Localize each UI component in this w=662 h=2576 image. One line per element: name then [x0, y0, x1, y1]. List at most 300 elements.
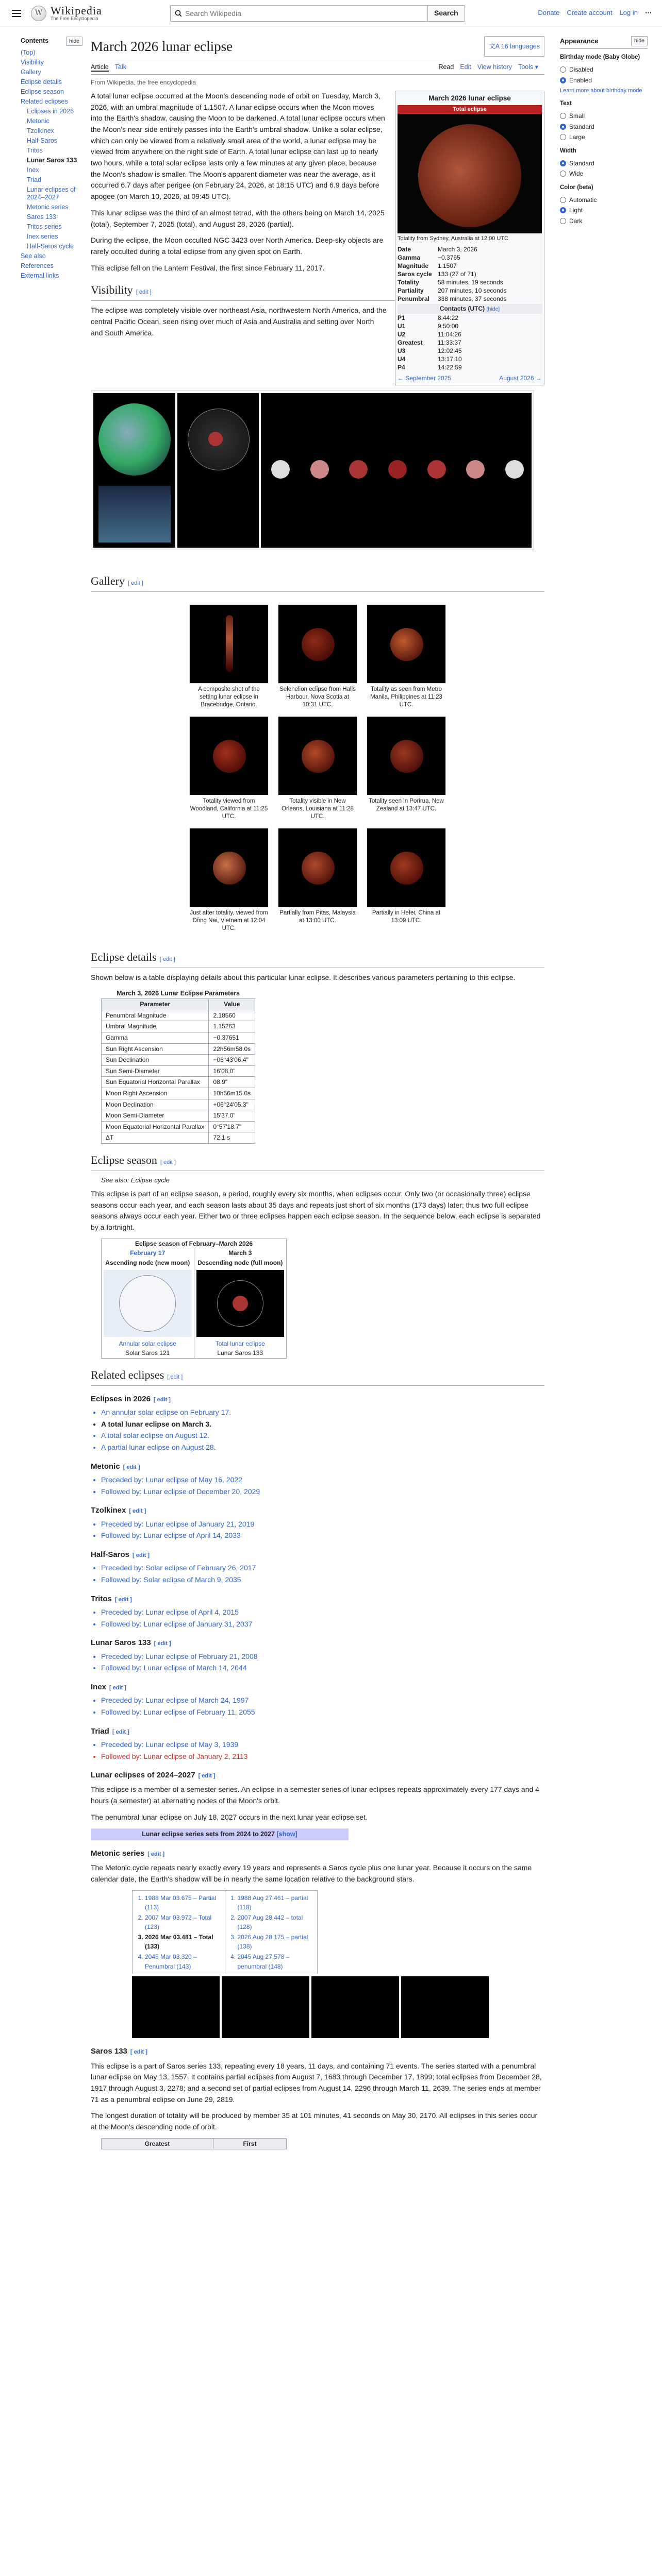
gallery-photo[interactable] — [278, 604, 357, 684]
infobox-banner: Total eclipse — [398, 105, 542, 114]
metonic-item[interactable]: 3. 2026 Mar 03.481 – Total (133) — [145, 1933, 223, 1952]
infobox-row-label: Partiality — [398, 286, 424, 294]
season-cap1a[interactable]: Annular solar eclipse — [119, 1340, 176, 1347]
details-heading: Eclipse details [ edit ] — [91, 950, 544, 968]
parameters-table — [101, 989, 255, 1144]
toc-item[interactable]: See also — [21, 252, 46, 260]
toc-item[interactable]: Lunar eclipses of 2024–2027 — [27, 186, 76, 201]
search-button[interactable]: Search — [427, 5, 465, 22]
metonic-item[interactable]: 2. 2007 Aug 28.442 – total (128) — [238, 1913, 316, 1932]
radio-button[interactable] — [560, 113, 566, 119]
related-eclipse-link[interactable]: • Followed by: Lunar eclipse of March 14, 2044 — [101, 1663, 544, 1674]
language-button[interactable]: 文A 16 languages — [484, 36, 544, 57]
table-row — [102, 1099, 255, 1110]
gallery-heading: Gallery [ edit ] — [91, 574, 544, 592]
related-eclipse-link[interactable]: • Followed by: Lunar eclipse of February 11, 2055 — [101, 1707, 544, 1718]
contact-time: 12:02:45 — [438, 347, 462, 354]
contact-time: 8:44:22 — [438, 314, 459, 321]
contact-label: U3 — [398, 347, 406, 354]
gallery-item[interactable] — [189, 828, 269, 933]
toc-item[interactable]: Half-Saros — [27, 137, 58, 145]
wordmark: Wikipedia — [51, 4, 102, 17]
contact-time: 13:17:10 — [438, 355, 462, 363]
eclipse-sequence-diagram[interactable] — [261, 393, 532, 548]
infobox-row — [398, 262, 542, 270]
parameters-table-title: March 3, 2026 Lunar Eclipse Parameters — [117, 989, 240, 997]
edit-link[interactable]: [ edit ] — [129, 1508, 146, 1515]
user-tool-2[interactable]: Log in — [619, 9, 638, 17]
moon-image — [213, 740, 246, 773]
edit-link[interactable]: [ edit ] — [133, 1552, 150, 1559]
contact-row — [398, 314, 542, 322]
param-name: Sun Right Ascension — [102, 1043, 209, 1055]
toc-item[interactable]: Metonic series — [27, 204, 69, 211]
gallery-item[interactable] — [278, 828, 357, 933]
contact-label: P4 — [398, 363, 405, 371]
moon-image — [226, 615, 233, 672]
param-value: 0°57'18.7" — [209, 1121, 255, 1132]
saros-text2: The longest duration of totality will be produced by member 35 at 101 minutes, 41 seconds on May 30, 2170. All eclipses in this series occur at the Moon's descending node of orbit. — [91, 2111, 538, 2131]
related-group-list — [91, 1563, 544, 1585]
appearance-option[interactable] — [560, 122, 648, 132]
related-group-title: Tritos — [91, 1594, 112, 1603]
param-value: +06°24'05.3" — [209, 1099, 255, 1110]
radio-button[interactable] — [560, 160, 566, 166]
param-value: −06°43'06.4" — [209, 1055, 255, 1066]
eclipses-2026-list — [91, 1407, 544, 1453]
search-box — [170, 5, 428, 22]
toc-item[interactable]: Related eclipses — [21, 98, 68, 106]
table-row — [102, 1077, 255, 1088]
appearance-option[interactable] — [560, 75, 648, 86]
gallery-caption: Partially from Pitas, Malaysia at 13:00 UTC. — [279, 910, 356, 924]
option-label: Standard — [569, 123, 594, 130]
season-col1-date[interactable]: February 17 — [130, 1249, 166, 1257]
metonic-series-heading: Metonic series [ edit ] — [91, 1849, 165, 1858]
gallery-photo[interactable] — [189, 828, 269, 907]
gallery-caption: Totality viewed from Woodland, California at 11:25 UTC. — [190, 798, 268, 820]
param-name: Sun Equatorial Horizontal Parallax — [102, 1077, 209, 1088]
eclipse-2026-item: • A total lunar eclipse on March 3. — [101, 1419, 544, 1430]
contact-label: U4 — [398, 355, 406, 363]
toc-item[interactable]: Tritos — [27, 147, 43, 155]
radio-button[interactable] — [560, 197, 566, 203]
toc-item[interactable]: Visibility — [21, 59, 44, 66]
infobox-title: March 2026 lunar eclipse — [428, 94, 511, 102]
option-label: Standard — [569, 159, 594, 167]
tab-talk[interactable]: Talk — [114, 63, 126, 71]
appearance-option[interactable] — [560, 216, 648, 227]
related-group-heading — [91, 1725, 544, 1737]
gallery-item[interactable] — [367, 716, 446, 821]
table-of-contents — [21, 36, 82, 281]
related-eclipse-link[interactable]: • Followed by: Lunar eclipse of January 2, 2113 — [101, 1751, 544, 1762]
param-value: 15'37.0" — [209, 1110, 255, 1122]
gallery-item[interactable] — [367, 604, 446, 709]
option-label: Dark — [569, 217, 583, 225]
season-cap1b: Solar Saros 121 — [125, 1349, 170, 1357]
metonic-series-text: The Metonic cycle repeats nearly exactly every 19 years and represents a Saros cycle plus one lunar year. Because it occurs on the same calendar date, the Earth's shadow will be in nearly the same location relative to the background stars. — [91, 1863, 532, 1883]
param-name: ΔT — [102, 1132, 209, 1144]
table-row — [102, 1010, 255, 1021]
season-heading: Eclipse season [ edit ] — [91, 1153, 544, 1171]
param-name: Sun Semi-Diameter — [102, 1065, 209, 1077]
infobox-row-value: March 3, 2026 — [438, 245, 477, 253]
infobox-row-label: Totality — [398, 278, 419, 286]
toc-item[interactable]: Eclipse details — [21, 78, 62, 86]
table-row — [102, 1021, 255, 1032]
infobox — [395, 91, 544, 385]
metonic-item[interactable]: 2. 2007 Mar 03.972 – Total (123) — [145, 1913, 223, 1932]
contact-time: 11:33:37 — [438, 338, 461, 346]
appearance-title: Appearance — [560, 37, 599, 45]
option-label: Disabled — [569, 65, 593, 73]
related-eclipse-link[interactable]: • Preceded by: Lunar eclipse of March 24, 1997 — [101, 1695, 544, 1706]
toc-item[interactable]: Inex — [27, 166, 39, 174]
related-group-list — [91, 1651, 544, 1674]
moon-image — [213, 852, 246, 885]
page-title: March 2026 lunar eclipse — [91, 39, 233, 54]
gallery-photo[interactable] — [367, 716, 446, 795]
option-label: Light — [569, 207, 583, 214]
appearance-option[interactable] — [560, 158, 648, 169]
saros-text: This eclipse is a part of Saros series 133, repeating every 18 years, 11 days, and containing 71 events. The series started with a penumbral lunar eclipse on May 13, 1557. It contains partial eclipses from August 7, 1683 through December 17, 1899; total eclipses from December 28, 1917 through August 3, 2278; and a second set of partial eclipses from August 14, 2296 through March 11, 2639. The series ends at member 71 as a penumbral eclipse on June 29, 2819. — [91, 2061, 542, 2104]
metonic-item[interactable]: 1. 1988 Aug 27.461 – partial (118) — [238, 1893, 316, 1912]
gallery-item[interactable] — [189, 716, 269, 821]
radio-button[interactable] — [560, 218, 566, 224]
tab-article[interactable]: Article — [91, 63, 109, 71]
related-group-list — [91, 1695, 544, 1718]
related-group-heading — [91, 1504, 544, 1516]
page-tabs — [91, 62, 544, 75]
related-group-heading — [91, 1593, 544, 1605]
radio-button[interactable] — [560, 77, 566, 83]
appearance-option[interactable] — [560, 64, 648, 75]
gallery-item[interactable] — [189, 604, 269, 709]
gallery-caption: Just after totality, viewed from Đồng Nai, Vietnam at 12:04 UTC. — [190, 910, 268, 932]
radio-button[interactable] — [560, 134, 566, 140]
contact-label: U2 — [398, 330, 406, 338]
edit-link[interactable]: [ edit ] — [114, 1596, 132, 1603]
related-group-heading — [91, 1681, 544, 1693]
radio-button[interactable] — [560, 171, 566, 177]
season-col1-node: Ascending node (new moon) — [105, 1259, 190, 1267]
gallery-item[interactable] — [278, 604, 357, 709]
param-name: Moon Declination — [102, 1099, 209, 1110]
edit-link[interactable]: [ edit ] — [123, 1464, 140, 1470]
appearance-option[interactable] — [560, 111, 648, 122]
contact-row — [398, 322, 542, 330]
eclipse-path-diagram[interactable] — [177, 393, 259, 548]
infobox-row-value: −0.3765 — [438, 253, 460, 261]
metonic-item[interactable]: 3. 2026 Aug 28.175 – partial (138) — [238, 1933, 316, 1952]
contact-row — [398, 355, 542, 363]
toc-item[interactable]: Triad — [27, 176, 42, 184]
infobox-row-value: 207 minutes, 10 seconds — [438, 286, 507, 294]
param-value: 72.1 s — [209, 1132, 255, 1144]
appearance-option[interactable] — [560, 205, 648, 216]
param-value: −0.37651 — [209, 1032, 255, 1044]
table-row — [102, 1088, 255, 1099]
gallery-photo[interactable] — [189, 604, 269, 684]
gallery-photo[interactable] — [367, 828, 446, 907]
related-eclipse-link[interactable]: • Preceded by: Solar eclipse of February 26, 2017 — [101, 1563, 544, 1574]
eclipses-2026-heading: Eclipses in 2026 [ edit ] — [91, 1394, 171, 1403]
search-input[interactable] — [182, 9, 427, 18]
visibility-globe-map[interactable] — [93, 393, 175, 548]
season-col2-node: Descending node (full moon) — [197, 1259, 283, 1267]
toc-item[interactable]: Saros 133 — [27, 213, 56, 221]
edit-link[interactable]: [ edit ] — [112, 1728, 129, 1735]
appearance-panel — [560, 36, 648, 226]
gallery-caption: Totality as seen from Metro Manila, Philippines at 11:23 UTC. — [370, 686, 442, 708]
param-value: 08.9" — [209, 1077, 255, 1088]
gallery-caption: Selenelion eclipse from Halls Harbour, Nova Scotia at 10:31 UTC. — [279, 686, 356, 708]
param-value: 1.15263 — [209, 1021, 255, 1032]
related-eclipse-link[interactable]: • Preceded by: Lunar eclipse of May 16, 2022 — [101, 1475, 544, 1486]
series-text: This eclipse is a member of a semester series. An eclipse in a semester series of lunar eclipses repeats approximately every 177 days and 4 hours (a semester) at alternating nodes of the Moon's orbit. — [91, 1785, 539, 1805]
toc-item[interactable]: Half-Saros cycle — [27, 243, 74, 250]
moon-image — [302, 628, 335, 661]
contacts-title: Contacts (UTC) [hide] — [398, 304, 542, 314]
intro-paragraph: A total lunar eclipse occurred at the Moon's descending node of orbit on Tuesday, March 3, 2026, with an umbral magnitude of 1.1507. A lunar eclipse occurs when the Moon moves into the Earth's shadow, causing the Moon to be darkened. A total lunar eclipse occurs when the Moon's near side entirely passes into the Earth's umbral shadow. Unlike a solar eclipse, which can only be viewed from a relatively small area of the world, a lunar eclipse may be viewed from anywhere on the night side of Earth. A total lunar eclipse can last up to nearly two hours, while a total solar eclipse lasts only a few minutes at any given place, because the Moon's shadow is smaller. The Moon's apparent diameter was near the average, as it occurred 6.7 days after perigee (on February 24, 2026, at 18:15 UTC) and 6.9 days before apogee (on March 10, 2026, at 09:45 UTC). — [91, 91, 385, 201]
table-row — [102, 1110, 255, 1122]
related-group-heading — [91, 1637, 544, 1649]
intro-paragraph: This lunar eclipse was the third of an almost tetrad, with the others being on March 14, 2025 (total), September 7, 2025 (total), and August 28, 2026 (partial). — [91, 208, 385, 228]
related-group-list — [91, 1519, 544, 1541]
infobox-row-value: 58 minutes, 19 seconds — [438, 278, 503, 286]
saros-heading: Saros 133 [ edit ] — [91, 2047, 147, 2056]
radio-button[interactable] — [560, 124, 566, 130]
tab-view-history[interactable]: View history — [477, 63, 512, 71]
metonic-diagrams — [132, 1976, 544, 2038]
edit-link[interactable]: [ edit ] — [154, 1640, 171, 1647]
season-cap2b: Lunar Saros 133 — [217, 1349, 263, 1357]
eclipse-2026-item[interactable]: • A total solar eclipse on August 12. — [101, 1430, 544, 1442]
season-table-title: Eclipse season of February–March 2026 — [135, 1240, 253, 1247]
appearance-option[interactable] — [560, 132, 648, 143]
tab-read[interactable]: Read — [438, 63, 454, 71]
related-eclipse-link[interactable]: • Followed by: Lunar eclipse of January 31, 2037 — [101, 1619, 544, 1630]
infobox-caption: Totality from Sydney, Australia at 12:00 UTC — [398, 235, 508, 242]
infobox-prev[interactable]: ← September 2025 — [398, 374, 452, 382]
related-group-title: Inex — [91, 1682, 107, 1691]
details-text: Shown below is a table displaying details about this particular lunar eclipse. It describes various parameters pertaining to this eclipse. — [91, 973, 516, 982]
appearance-group-title: Color (beta) — [560, 184, 593, 191]
table-row — [102, 1121, 255, 1132]
eclipse-2026-item[interactable]: • An annular solar eclipse on February 17. — [101, 1407, 544, 1418]
eclipse-2026-item[interactable]: • A partial lunar eclipse on August 28. — [101, 1442, 544, 1453]
related-group-list — [91, 1475, 544, 1497]
infobox-row — [398, 253, 542, 262]
tagline: The Free Encyclopedia — [51, 15, 98, 21]
param-value: 22h56m58.0s — [209, 1043, 255, 1055]
column-header: Parameter — [102, 999, 209, 1010]
related-group-title: Metonic — [91, 1462, 120, 1471]
gallery-caption: Partially in Hefei, China at 13:09 UTC. — [372, 910, 441, 924]
related-group-heading — [91, 1549, 544, 1561]
intro-paragraph: During the eclipse, the Moon occulted NGC 3423 over North America. Deep-sky objects are rarely occulted during a total eclipse from any given spot on Earth. — [91, 236, 384, 256]
series-collapsible-bar[interactable]: Lunar eclipse series sets from 2024 to 2027 [show] — [91, 1828, 349, 1840]
gallery-item[interactable] — [367, 828, 446, 933]
tab-edit[interactable]: Edit — [460, 63, 471, 71]
infobox-row-value: 338 minutes, 37 seconds — [438, 295, 507, 302]
season-cap2a[interactable]: Total lunar eclipse — [215, 1340, 265, 1347]
related-eclipse-link[interactable]: • Preceded by: Lunar eclipse of April 4, 2015 — [101, 1607, 544, 1618]
gallery-caption: Totality visible in New Orleans, Louisiana at 11:28 UTC. — [282, 798, 354, 820]
visibility-heading: Visibility [ edit ] — [91, 283, 544, 301]
toc-item[interactable]: Inex series — [27, 233, 58, 241]
related-group-title: Lunar Saros 133 — [91, 1638, 151, 1648]
metonic-item[interactable]: 4. 2045 Aug 27.578 – penumbral (148) — [238, 1952, 316, 1971]
site-header — [0, 0, 662, 27]
related-heading: Related eclipses [ edit ] — [91, 1368, 544, 1386]
infobox-row-label: Saros cycle — [398, 270, 432, 278]
gallery-caption: Totality seen in Porirua, New Zealand at 13:47 UTC. — [369, 798, 444, 812]
toc-item[interactable]: (Top) — [21, 49, 36, 57]
metonic-item[interactable]: 4. 2045 Mar 03.320 – Penumbral (143) — [145, 1952, 223, 1971]
option-label: Small — [569, 112, 585, 120]
related-group-title: Triad — [91, 1726, 109, 1736]
toc-item[interactable]: Eclipse season — [21, 88, 64, 96]
infobox-row-value: 1.1507 — [438, 262, 457, 269]
contact-row — [398, 347, 542, 355]
main-menu-icon[interactable] — [6, 3, 27, 24]
infobox-next[interactable]: August 2026 → — [499, 374, 542, 382]
contact-row — [398, 338, 542, 347]
infobox-row-value: 133 (27 of 71) — [438, 270, 476, 278]
toc-item[interactable]: References — [21, 262, 54, 270]
related-eclipse-link[interactable]: • Followed by: Lunar eclipse of December 20, 2029 — [101, 1486, 544, 1498]
param-value: 10h56m15.0s — [209, 1088, 255, 1099]
related-eclipse-link[interactable]: • Followed by: Lunar eclipse of April 14, 2033 — [101, 1530, 544, 1541]
toc-item[interactable]: Metonic — [27, 117, 49, 125]
saros-column-header: Greatest — [102, 2138, 213, 2149]
related-group-heading — [91, 1461, 544, 1472]
param-name: Moon Semi-Diameter — [102, 1110, 209, 1122]
user-tool-1[interactable]: Create account — [567, 9, 613, 17]
metonic-diagram[interactable] — [401, 1976, 489, 2038]
param-value: 16'08.0" — [209, 1065, 255, 1077]
related-group-title: Tzolkinex — [91, 1506, 126, 1515]
gallery-photo[interactable] — [367, 604, 446, 684]
contact-time: 14:22:59 — [438, 363, 462, 371]
toc-item[interactable]: Gallery — [21, 69, 41, 76]
infobox-row-label: Date — [398, 245, 411, 253]
puzzle-globe-icon: W — [31, 6, 46, 21]
gallery-photo[interactable] — [278, 828, 357, 907]
visibility-text: The eclipse was completely visible over northeast Asia, northwestern North America, and the central Pacific Ocean, seen rising over much of Asia and Australia and setting over North and South America. — [91, 306, 387, 337]
toc-item[interactable]: Lunar Saros 133 — [27, 157, 77, 164]
radio-button[interactable] — [560, 207, 566, 213]
appearance-hide-button[interactable]: hide — [631, 36, 648, 46]
appearance-group-title: Birthday mode (Baby Globe) — [560, 54, 640, 61]
main-content — [91, 36, 544, 2149]
user-tool-0[interactable]: Donate — [538, 9, 560, 17]
search-icon — [175, 10, 182, 17]
gallery-photo[interactable] — [189, 716, 269, 795]
toc-item[interactable]: Eclipses in 2026 — [27, 108, 74, 115]
column-header: Value — [209, 999, 255, 1010]
table-row — [102, 1032, 255, 1044]
gallery-caption: A composite shot of the setting lunar eclipse in Bracebridge, Ontario. — [198, 686, 260, 708]
season-col2-date: March 3 — [228, 1249, 252, 1257]
gallery-grid — [158, 604, 477, 933]
series-heading: Lunar eclipses of 2024–2027 [ edit ] — [91, 1771, 216, 1780]
series-text2: The penumbral lunar eclipse on July 18, 2027 occurs in the next lunar year eclipse set. — [91, 1812, 368, 1821]
option-label: Enabled — [569, 76, 592, 84]
metonic-diagram[interactable] — [222, 1976, 309, 2038]
season-table — [101, 1239, 287, 1359]
season-seealso: See also: Eclipse cycle — [101, 1176, 170, 1184]
param-name: Moon Equatorial Horizontal Parallax — [102, 1121, 209, 1132]
solar-eclipse-map[interactable] — [104, 1270, 192, 1337]
infobox-eclipse-photo[interactable] — [398, 114, 542, 233]
related-eclipse-link[interactable]: • Preceded by: Lunar eclipse of January 21, 2019 — [101, 1519, 544, 1530]
moon-image — [302, 852, 335, 885]
gallery-item[interactable] — [278, 716, 357, 821]
param-name: Moon Right Ascension — [102, 1088, 209, 1099]
metonic-diagram[interactable] — [132, 1976, 220, 2038]
metonic-diagram[interactable] — [311, 1976, 399, 2038]
infobox-row — [398, 278, 542, 286]
appearance-option[interactable] — [560, 195, 648, 206]
table-row — [102, 1132, 255, 1144]
moon-image — [390, 852, 423, 885]
toc-item[interactable]: Tzolkinex — [27, 127, 54, 135]
infobox-row — [398, 286, 542, 295]
radio-button[interactable] — [560, 66, 566, 73]
option-label: Wide — [569, 170, 584, 178]
appearance-option[interactable] — [560, 168, 648, 179]
param-name: Sun Declination — [102, 1055, 209, 1066]
param-name: Umbral Magnitude — [102, 1021, 209, 1032]
related-eclipse-link[interactable]: • Preceded by: Lunar eclipse of February 21, 2008 — [101, 1651, 544, 1663]
toc-hide-button[interactable]: hide — [66, 37, 82, 46]
related-eclipse-link[interactable]: • Followed by: Solar eclipse of March 9, 2035 — [101, 1574, 544, 1586]
contact-row — [398, 363, 542, 371]
season-text: This eclipse is part of an eclipse season, a period, roughly every six months, when eclipses occur. Only two (or occasionally three) eclipse seasons occur each year, and each season lasts about 35 days and repeats just short of six months (173 days) later; thus two full eclipse seasons always occur each year. Either two or three eclipses happen each eclipse season. In the sequence below, each eclipse is separated by a fortnight. — [91, 1190, 541, 1232]
contact-time: 9:50:00 — [438, 322, 459, 330]
contact-label: U1 — [398, 322, 406, 330]
toc-title: Contents — [21, 37, 49, 44]
related-eclipse-link[interactable]: • Preceded by: Lunar eclipse of May 3, 1939 — [101, 1739, 544, 1751]
toc-item[interactable]: External links — [21, 272, 59, 280]
contact-row — [398, 330, 542, 338]
tab-tools[interactable]: Tools ▾ — [518, 63, 538, 71]
metonic-item[interactable]: 1. 1988 Mar 03.675 – Partial (113) — [145, 1893, 223, 1912]
param-value: 2.18560 — [209, 1010, 255, 1021]
more-tools-icon[interactable]: ⋯ — [645, 9, 652, 17]
moon-image — [302, 740, 335, 773]
infobox-row — [398, 270, 542, 278]
wikipedia-logo[interactable] — [31, 6, 170, 21]
edit-link[interactable]: [ edit ] — [109, 1684, 127, 1691]
infobox-row-label: Penumbral — [398, 295, 430, 302]
gallery-photo[interactable] — [278, 716, 357, 795]
table-header — [102, 999, 255, 1010]
birthday-learn-more-link[interactable]: Learn more about birthday mode — [560, 88, 642, 94]
appearance-group-title: Text — [560, 100, 572, 107]
from-wikipedia: From Wikipedia, the free encyclopedia — [91, 79, 196, 87]
lunar-eclipse-diagram[interactable] — [196, 1270, 285, 1337]
infobox-row-label: Gamma — [398, 253, 421, 261]
saros-table — [101, 2138, 287, 2150]
infobox-row — [398, 245, 542, 253]
toc-item[interactable]: Tritos series — [27, 223, 62, 231]
saros-column-header: First — [213, 2138, 286, 2149]
table-row — [102, 1055, 255, 1066]
